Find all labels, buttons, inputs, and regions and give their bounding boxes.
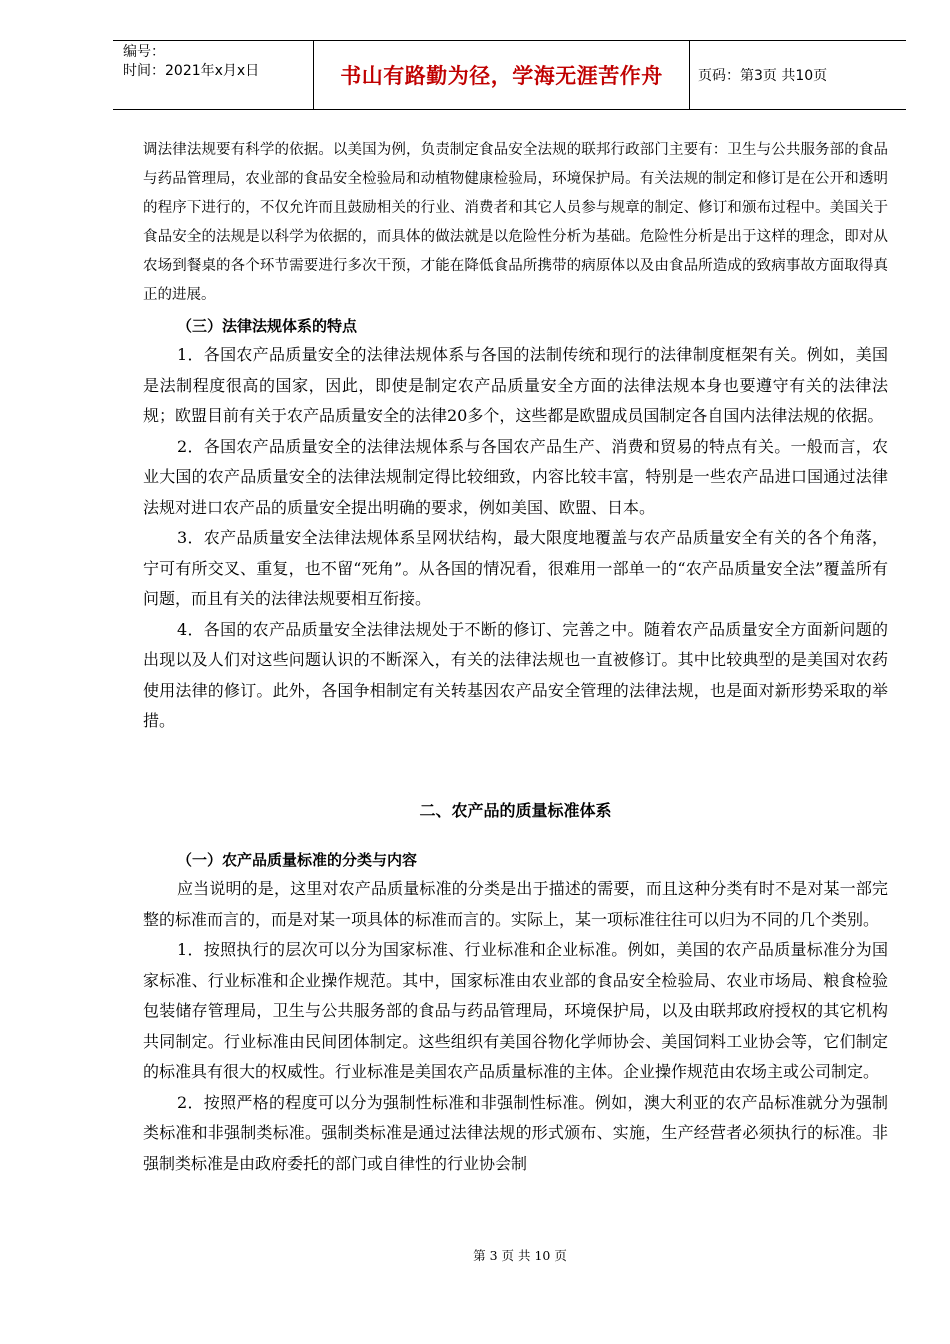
page-header [113, 40, 906, 110]
section-title: 二、农产品的质量标准体系 [419, 801, 612, 820]
time-label: 时间：2021年x月x日 [123, 63, 260, 79]
section-standards [143, 846, 888, 1179]
heading-classification: （一）农产品质量标准的分类与内容 [177, 851, 418, 869]
page-footer: 第 3 页 共 10 页 [473, 1248, 567, 1263]
feature-item-1: 1．各国农产品质量安全的法律法规体系与各国的法制传统和现行的法律制度框架有关。例如，美国是法制程度很高的国家，因此，即使是制定农产品质量安全方面的法律法规本身也要遵守有关的法律法规；欧盟目前有关于农产品质量安全的法律20多个，这些都是欧盟成员国制定各自国内法律法规的依据。 [143, 345, 888, 425]
paragraph-top-block [143, 136, 888, 310]
paragraph-intro: 应当说明的是，这里对农产品质量标准的分类是出于描述的需要，而且这种分类有时不是对某一部完整的标准而言的，而是对某一项具体的标准而言的。实际上，某一项标准往往可以归为不同的几个类别。 [143, 879, 888, 929]
paragraph-top: 调法律法规要有科学的依据。以美国为例，负责制定食品安全法规的联邦行政部门主要有：卫生与公共服务部的食品与药品管理局，农业部的食品安全检验局和动植物健康检验局，环境保护局。有关法规的制定和修订是在公开和透明的程序下进行的，不仅允许而且鼓励相关的行业、消费者和其它人员参与规章的制定、修订和颁布过程中。美国关于食品安全的法规是以科学为依据的，而具体的做法就是以危险性分析为基础。危险性分析是出于这样的理念，即对从农场到餐桌的各个环节需要进行多次干预，才能在降低食品所携带的病原体以及由食品所造成的致病事故方面取得真正的进展。 [143, 142, 888, 303]
heading-features: （三）法律法规体系的特点 [177, 317, 358, 335]
feature-item-2: 2．各国农产品质量安全的法律法规体系与各国农产品生产、消费和贸易的特点有关。一般而言，农业大国的农产品质量安全的法律法规制定得比较细致，内容比较丰富，特别是一些农产品进口国通过法律法规对进口农产品的质量安全提出明确的要求，例如美国、欧盟、日本。 [143, 436, 888, 517]
number-label: 编号： [123, 44, 165, 60]
header-page-label: 页码：第3页 共10页 [698, 68, 828, 84]
feature-item-3: 3．农产品质量安全法律法规体系呈网状结构，最大限度地覆盖与农产品质量安全有关的各个角落，宁可有所交叉、重复，也不留“死角”。从各国的情况看，很难用一部单一的“农产品质量安全法”覆盖所有问题，而且有关的法律法规要相互衔接。 [143, 528, 888, 608]
section-features [143, 312, 888, 737]
feature-item-4: 4．各国的农产品质量安全法律法规处于不断的修订、完善之中。随着农产品质量安全方面新问题的出现以及人们对这些问题认识的不断深入，有关的法律法规也一直被修订。其中比较典型的是美国对农药使用法律的修订。此外，各国争相制定有关转基因农产品安全管理的法律法规，也是面对新形势采取的举措。 [143, 619, 888, 730]
class-item-1: 1．按照执行的层次可以分为国家标准、行业标准和企业标准。例如，美国的农产品质量标准分为国家标准、行业标准和企业操作规范。其中，国家标准由农业部的食品安全检验局、农业市场局、粮食检验包装储存管理局，卫生与公共服务部的食品与药品管理局，环境保护局，以及由联邦政府授权的其它机构共同制定。行业标准由民间团体制定。这些组织有美国谷物化学师协会、美国饲料工业协会等，它们制定的标准具有很大的权威性。行业标准是美国农产品质量标准的主体。企业操作规范由农场主或公司制定。 [143, 940, 888, 1081]
header-motto: 书山有路勤为径，学海无涯苦作舟 [314, 41, 690, 109]
section-title-block [143, 798, 888, 821]
header-meta [113, 41, 314, 109]
class-item-2: 2．按照严格的程度可以分为强制性标准和非强制性标准。例如，澳大利亚的农产品标准就分为强制类标准和非强制类标准。强制类标准是通过法律法规的形式颁布、实施，生产经营者必须执行的标准。非强制类标准是由政府委托的部门或自律性的行业协会制 [143, 1092, 888, 1173]
